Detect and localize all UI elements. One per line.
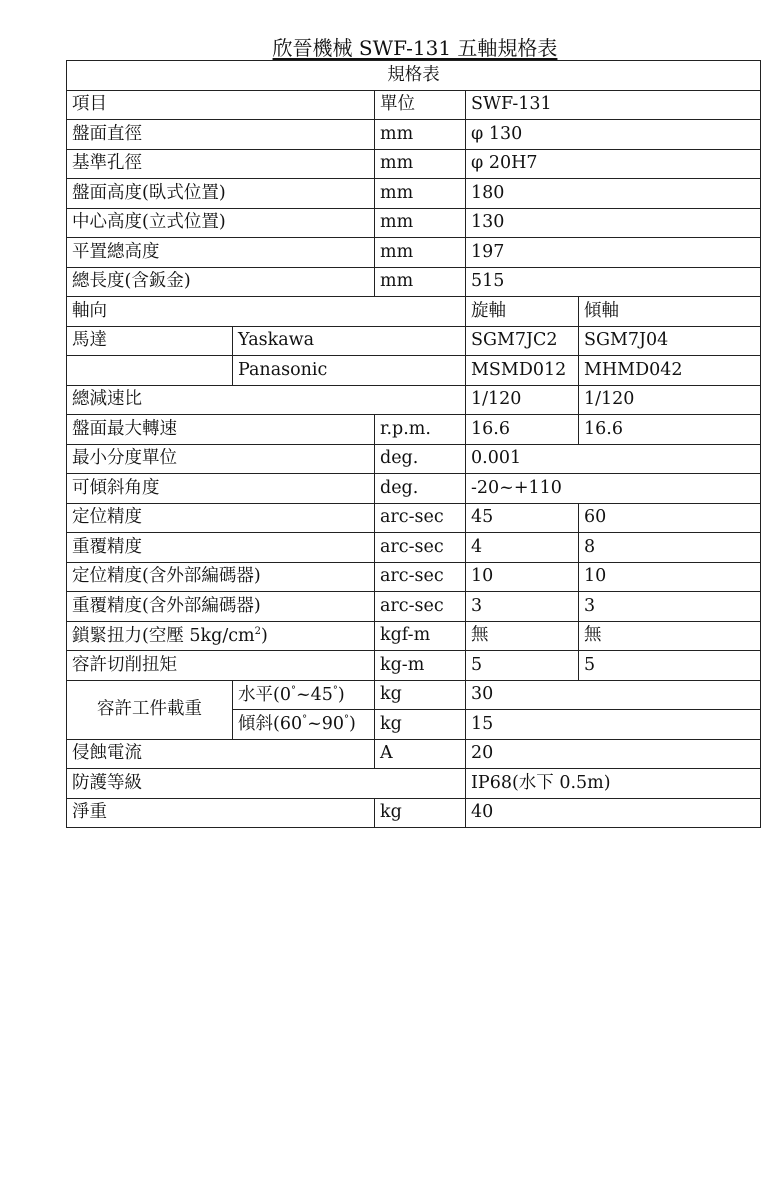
cell-rot: 10 xyxy=(466,562,579,592)
cell-tilt: 1/120 xyxy=(579,385,761,415)
cell-value: 197 xyxy=(466,238,761,268)
table-row xyxy=(67,769,761,799)
table-row xyxy=(67,120,761,150)
cell-value: 130 xyxy=(466,208,761,238)
cell-label: 定位精度 xyxy=(67,503,375,533)
cell-empty xyxy=(67,356,233,386)
cell-rot: 1/120 xyxy=(466,385,579,415)
cell-unit: mm xyxy=(375,208,466,238)
table-row xyxy=(67,297,761,327)
cell-tilt: 3 xyxy=(579,592,761,622)
degree-mark: ° xyxy=(344,714,350,726)
table-row xyxy=(67,680,761,710)
cell-label: 防護等級 xyxy=(67,769,466,799)
cell-label: 淨重 xyxy=(67,798,375,828)
cell-value: 15 xyxy=(466,710,761,740)
cell-unit: kg xyxy=(375,798,466,828)
cell-unit: arc-sec xyxy=(375,592,466,622)
cell-value: 515 xyxy=(466,267,761,297)
cell-rot: 無 xyxy=(466,621,579,651)
cell-unit: mm xyxy=(375,120,466,150)
cell-label: 容許切削扭矩 xyxy=(67,651,375,681)
table-row xyxy=(67,61,761,91)
table-row xyxy=(67,474,761,504)
cell-label: 軸向 xyxy=(67,297,466,327)
cell-rot: 5 xyxy=(466,651,579,681)
clamp-label: 鎖緊扭力(空壓 5kg/cm xyxy=(72,625,255,646)
cell-unit: kgf-m xyxy=(375,621,466,651)
table-row xyxy=(67,651,761,681)
cell-value: SWF-131 xyxy=(466,90,761,120)
cell-unit: arc-sec xyxy=(375,503,466,533)
cell-unit: A xyxy=(375,739,466,769)
cell-unit: kg xyxy=(375,680,466,710)
document-title: 欣晉機械 SWF-131 五軸規格表 xyxy=(272,36,558,60)
load-close: ) xyxy=(337,684,345,705)
cell-label: 總減速比 xyxy=(67,385,466,415)
cell-label: 重覆精度(含外部編碼器) xyxy=(67,592,375,622)
table-row xyxy=(67,356,761,386)
cell-tilt: 10 xyxy=(579,562,761,592)
cell-label: 馬達 xyxy=(67,326,233,356)
cell-unit: mm xyxy=(375,267,466,297)
cell-value: 20 xyxy=(466,739,761,769)
cell-unit: arc-sec xyxy=(375,533,466,563)
table-row xyxy=(67,562,761,592)
cell-value: 40 xyxy=(466,798,761,828)
table-row xyxy=(67,238,761,268)
cell-rot: SGM7JC2 xyxy=(466,326,579,356)
degree-mark: ° xyxy=(290,684,296,696)
cell-unit: mm xyxy=(375,149,466,179)
cell-label: 盤面最大轉速 xyxy=(67,415,375,445)
cell-rot: 45 xyxy=(466,503,579,533)
table-row xyxy=(67,739,761,769)
cell-sub-label xyxy=(233,680,375,710)
cell-tilt: 8 xyxy=(579,533,761,563)
cell-value: φ 130 xyxy=(466,120,761,150)
table-row xyxy=(67,503,761,533)
cell-tilt: MHMD042 xyxy=(579,356,761,386)
cell-rot: MSMD012 xyxy=(466,356,579,386)
degree-mark: ° xyxy=(332,684,338,696)
cell-value: -20~+110 xyxy=(466,474,761,504)
clamp-label-sup: 2 xyxy=(254,625,261,637)
table-row xyxy=(67,208,761,238)
load-close: ) xyxy=(349,714,356,735)
cell-label: 重覆精度 xyxy=(67,533,375,563)
cell-unit: mm xyxy=(375,179,466,209)
cell-unit: kg-m xyxy=(375,651,466,681)
table-row xyxy=(67,90,761,120)
load-h-pre: 水平(0 xyxy=(238,684,291,705)
cell-tilt: 16.6 xyxy=(579,415,761,445)
cell-rot: 旋軸 xyxy=(466,297,579,327)
cell-tilt: SGM7J04 xyxy=(579,326,761,356)
cell-label: 總長度(含鈑金) xyxy=(67,267,375,297)
table-row xyxy=(67,385,761,415)
table-row xyxy=(67,179,761,209)
clamp-label-end: ) xyxy=(261,625,268,646)
cell-rot: 4 xyxy=(466,533,579,563)
table-row xyxy=(67,415,761,445)
cell-tilt: 傾軸 xyxy=(579,297,761,327)
table-row xyxy=(67,592,761,622)
cell-unit: kg xyxy=(375,710,466,740)
cell-label xyxy=(67,621,375,651)
table-row xyxy=(67,444,761,474)
cell-value: IP68(水下 0.5m) xyxy=(466,769,761,799)
cell-sub-label xyxy=(233,710,375,740)
cell-label: 定位精度(含外部編碼器) xyxy=(67,562,375,592)
cell-label: 盤面直徑 xyxy=(67,120,375,150)
cell-unit: deg. xyxy=(375,474,466,504)
cell-value: 30 xyxy=(466,680,761,710)
cell-brand: Yaskawa xyxy=(233,326,466,356)
cell-unit: 單位 xyxy=(375,90,466,120)
load-t-pre: 傾斜(60 xyxy=(238,714,303,735)
cell-label: 項目 xyxy=(67,90,375,120)
cell-label: 侵蝕電流 xyxy=(67,739,375,769)
cell-label: 基準孔徑 xyxy=(67,149,375,179)
cell-value: 0.001 xyxy=(466,444,761,474)
load-h-mid: ~45 xyxy=(295,684,333,705)
cell-label: 中心高度(立式位置) xyxy=(67,208,375,238)
cell-label: 平置總高度 xyxy=(67,238,375,268)
cell-label: 盤面高度(臥式位置) xyxy=(67,179,375,209)
cell-tilt: 無 xyxy=(579,621,761,651)
cell-value: 180 xyxy=(466,179,761,209)
cell-label: 最小分度單位 xyxy=(67,444,375,474)
cell-tilt: 5 xyxy=(579,651,761,681)
degree-mark: ° xyxy=(302,714,308,726)
table-row xyxy=(67,267,761,297)
load-t-mid: ~90 xyxy=(307,714,345,735)
cell-rot: 3 xyxy=(466,592,579,622)
cell-brand: Panasonic xyxy=(233,356,466,386)
cell-unit: mm xyxy=(375,238,466,268)
cell-rot: 16.6 xyxy=(466,415,579,445)
cell-unit: r.p.m. xyxy=(375,415,466,445)
cell-label: 容許工件載重 xyxy=(67,680,233,739)
table-header: 規格表 xyxy=(67,61,761,91)
cell-value: φ 20H7 xyxy=(466,149,761,179)
table-row xyxy=(67,326,761,356)
cell-unit: arc-sec xyxy=(375,562,466,592)
spec-table xyxy=(66,60,761,828)
table-row xyxy=(67,149,761,179)
cell-unit: deg. xyxy=(375,444,466,474)
table-row xyxy=(67,621,761,651)
table-row xyxy=(67,533,761,563)
cell-label: 可傾斜角度 xyxy=(67,474,375,504)
cell-tilt: 60 xyxy=(579,503,761,533)
table-row xyxy=(67,798,761,828)
